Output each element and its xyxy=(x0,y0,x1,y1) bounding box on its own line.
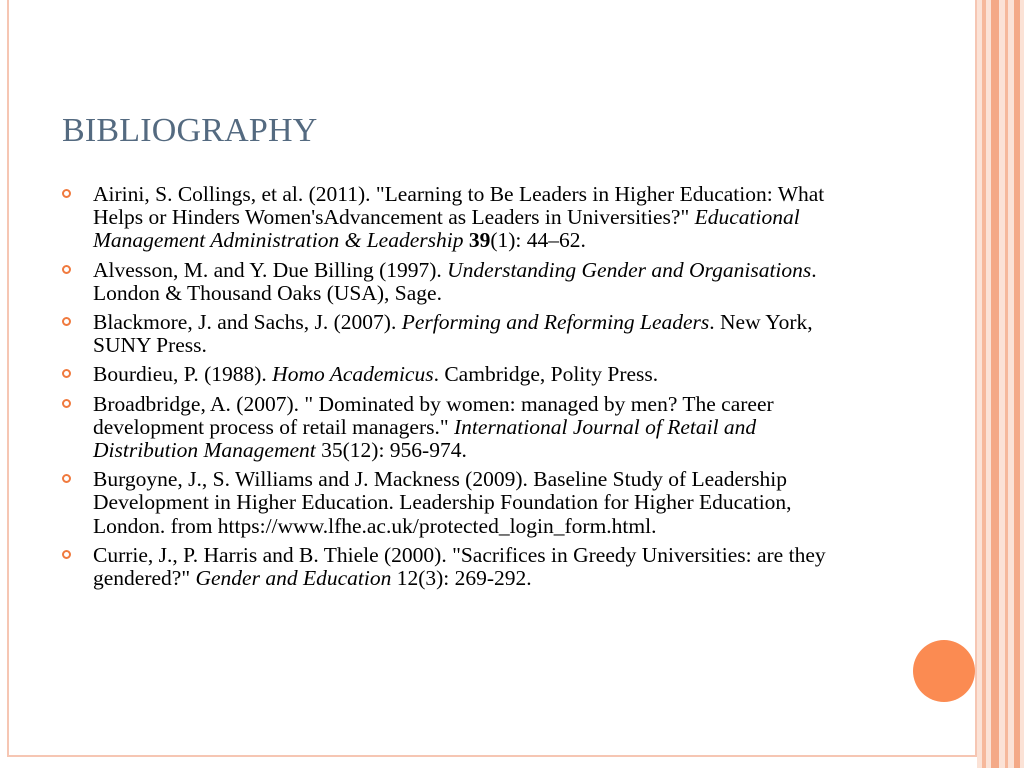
ref-text: 12(3): 269-292. xyxy=(391,566,532,591)
bullet-icon xyxy=(62,474,71,483)
ref-text: Bourdieu, P. (1988). xyxy=(93,362,273,387)
ref-book-title: Performing and Reforming Leaders xyxy=(401,310,710,335)
reference-broadbridge-2007 xyxy=(62,393,862,463)
ref-text: . London & Thousand Oaks (USA), Sage. xyxy=(93,257,817,305)
ref-text: Alvesson, M. and Y. Due Billing (1997). xyxy=(93,257,448,282)
bullet-icon xyxy=(62,369,71,378)
ref-text: . Cambridge, Polity Press. xyxy=(433,362,659,387)
bullet-icon xyxy=(62,399,71,408)
ref-text: Blackmore, J. and Sachs, J. (2007). xyxy=(93,310,402,335)
reference-blackmore-2007 xyxy=(62,311,862,357)
ref-journal: International Journal of Retail and Distribution Management xyxy=(93,414,757,463)
bullet-icon xyxy=(62,189,71,198)
reference-burgoyne-2009 xyxy=(62,468,862,538)
bullet-icon xyxy=(62,550,71,559)
ref-text: Currie, J., P. Harris and B. Thiele (2000). "Sacrifices in Greedy Universities: are they gendered?" xyxy=(93,542,826,591)
ref-text: Burgoyne, J., S. Williams and J. Mackness (2009). Baseline Study of Leadership Development in Higher Education. Leadership Foundation for Higher Education, London. from https://www.lfhe.ac.uk/protected_login_form.html. xyxy=(93,467,792,538)
reference-list xyxy=(62,183,862,596)
ref-volume: 39 xyxy=(468,228,491,253)
stripe xyxy=(1005,0,1008,768)
ref-book-title: Homo Academicus xyxy=(272,362,434,387)
reference-alvesson-1997 xyxy=(62,259,862,305)
bullet-icon xyxy=(62,265,71,274)
ref-journal: Educational Management Administration & Leadership xyxy=(93,205,800,253)
ref-journal: Gender and Education xyxy=(195,566,392,591)
ref-text: 35(12): 956-974. xyxy=(315,438,467,463)
stripe xyxy=(982,0,986,768)
ref-text: Broadbridge, A. (2007). " Dominated by women: managed by men? The career development process of retail managers." xyxy=(93,391,774,439)
ref-text: . New York, SUNY Press. xyxy=(93,310,813,358)
ref-text: (1): 44–62. xyxy=(490,228,586,253)
bullet-icon xyxy=(62,317,71,326)
stripe xyxy=(991,0,999,768)
reference-currie-2000 xyxy=(62,544,862,590)
reference-bourdieu-1988 xyxy=(62,363,862,386)
decorative-circle xyxy=(913,640,975,702)
ref-text: Airini, S. Collings, et al. (2011). "Learning to Be Leaders in Higher Education: What Helps or Hinders Women'sAdvancement as Leaders in Universities?" xyxy=(93,182,825,230)
ref-book-title: Understanding Gender and Organisations xyxy=(447,257,812,282)
slide-title: BIBLIOGRAPHY xyxy=(62,112,318,149)
stripe xyxy=(1014,0,1020,768)
decorative-stripes xyxy=(977,0,1024,768)
reference-airini-2011 xyxy=(62,183,862,253)
